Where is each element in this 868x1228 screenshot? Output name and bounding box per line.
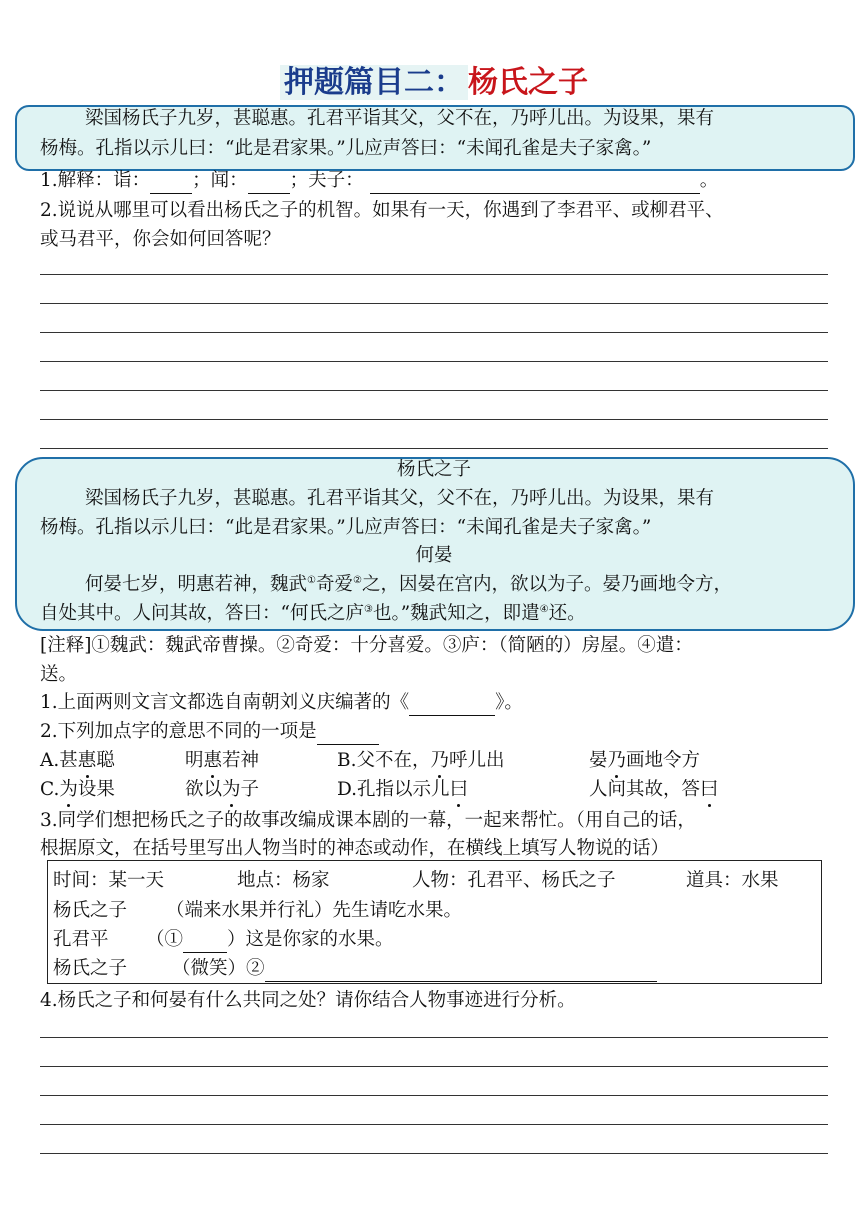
script-props: 道具：水果 [686,870,779,891]
question-2-line-2: 或马君平，你会如何回答呢？ [40,229,281,250]
passage2-title-yang: 杨氏之子 [396,459,471,480]
dotted-char: 惠 [203,750,223,771]
dotted-char: 曰 [449,779,469,800]
answer-blank-fuzi[interactable] [370,173,700,194]
part2-question-2-stem [40,719,379,745]
answer-line[interactable] [40,1124,828,1125]
kong-close: ）这是你家的水果。 [227,929,394,950]
heyan-text: 还。 [548,603,586,624]
script-line-yang2-action [172,956,657,982]
script-line-kong-name: 孔君平 [53,929,109,950]
answer-line[interactable] [40,1153,828,1154]
answer-blank-choice[interactable] [317,724,379,745]
answer-blank-yi[interactable] [150,173,192,194]
script-line-yang2-name: 杨氏之子 [53,958,128,979]
script-characters: 人物：孔君平、杨氏之子 [412,870,616,891]
q2-2-stem: 2.下列加点字的意思不同的一项是 [40,721,317,742]
passage2-line-3 [85,572,732,598]
option-c-compare: 欲以为子 [185,779,260,800]
option-d: D.孔指以示儿曰 [337,779,469,800]
answer-line[interactable] [40,1066,828,1067]
annotation-line-2: 送。 [40,664,78,685]
answer-blank-reply[interactable] [265,961,657,982]
heyan-text: 也。”魏武知之，即遣 [372,603,540,624]
part2-question-4: 4.杨氏之子和何晏有什么共同之处？请你结合人物事迹进行分析。 [40,990,576,1011]
title-prefix: 押题篇目二： [280,65,468,100]
passage2-line-4 [40,601,586,627]
heyan-text: 奇爱 [315,574,353,595]
heyan-text: 自处其中。人问其故，答曰：“何氏之庐 [40,603,364,624]
dotted-char: 为 [59,779,78,800]
script-line-yang-name: 杨氏之子 [53,900,128,921]
script-line-kong-action [146,927,394,953]
part2-question-3-line-1: 3.同学们想把杨氏之子的故事改编成课本剧的一幕，一起来帮忙。（用自己的话， [40,810,696,831]
yang2-act: （微笑）② [172,958,265,979]
q1-prefix: 1.解释：诣： [40,170,151,191]
page-title [0,62,868,104]
script-line-yang-action: （端来水果并行礼）先生请吃水果。 [166,900,463,921]
question-2-line-1: 2.说说从哪里可以看出杨氏之子的机智。如果有一天，你遇到了李君平、或柳君平、 [40,200,724,221]
passage2-title-heyan: 何晏 [415,545,453,566]
passage1-line-2: 杨梅。孔指以示儿曰：“此是君家果。”儿应声答曰：“未闻孔雀是夫子家禽。” [40,138,652,159]
q2-1-prefix: 1.上面两则文言文都选自南朝刘义庆编著的《 [40,692,410,713]
q2-1-suffix: 》。 [495,692,523,713]
option-a-compare: 明惠若神 [185,750,260,771]
answer-line[interactable] [40,419,828,420]
answer-line[interactable] [40,448,828,449]
script-time: 时间：某一天 [53,870,165,891]
dotted-char: 曰 [700,779,719,800]
question-1-definitions [40,168,718,194]
answer-blank-book[interactable] [409,695,495,716]
part2-question-3-line-2: 根据原文，在括号里写出人物当时的神态或动作，在横线上填写人物说的话） [40,838,670,859]
dotted-char: 惠 [77,750,97,771]
passage2-line-2: 杨梅。孔指以示儿曰：“此是君家果。”儿应声答曰：“未闻孔雀是夫子家禽。” [40,517,652,538]
answer-blank-expression[interactable] [183,932,227,953]
dotted-char: 为 [222,779,241,800]
option-b-compare: 晏乃画地令方 [589,750,701,771]
note-marker: ② [353,574,362,586]
answer-line[interactable] [40,274,828,275]
answer-line[interactable] [40,303,828,304]
q1-sep-fuzi: ；夫子： [289,170,364,191]
option-c: C.为设果 [40,779,115,800]
passage2-line-1: 梁国杨氏子九岁，甚聪惠。孔君平诣其父，父不在，乃呼儿出。为设果，果有 [85,488,715,509]
passage1-line-1: 梁国杨氏子九岁，甚聪惠。孔君平诣其父，父不在，乃呼儿出。为设果，果有 [85,108,715,129]
note-marker: ④ [539,603,549,615]
script-place: 地点：杨家 [237,870,330,891]
answer-line[interactable] [40,1095,828,1096]
answer-blank-wen[interactable] [248,173,290,194]
note-marker: ③ [363,603,373,615]
option-d-compare: 人问其故，答曰 [589,779,719,800]
option-b: B.父不在，乃呼儿出 [337,750,505,771]
dotted-char: 乃 [607,750,627,771]
answer-line[interactable] [40,361,828,362]
option-a: A.甚惠聪 [40,750,115,771]
title-name: 杨氏之子 [468,65,588,100]
note-marker: ① [307,574,316,586]
annotation-line-1: [注释]①魏武：魏武帝曹操。②奇爱：十分喜爱。③庐：（简陋的）房屋。④遣： [40,635,693,656]
heyan-text: 何晏七岁，明惠若神，魏武 [85,574,308,595]
kong-open: （① [146,929,184,950]
q1-end: 。 [699,170,719,191]
answer-line[interactable] [40,332,828,333]
dotted-char: 乃 [430,750,449,771]
part2-question-1 [40,690,523,716]
heyan-text: 之，因晏在宫内，欲以为子。晏乃画地令方， [361,574,732,595]
q1-sep-wen: ；闻： [192,170,248,191]
answer-line[interactable] [40,1037,828,1038]
answer-line[interactable] [40,390,828,391]
